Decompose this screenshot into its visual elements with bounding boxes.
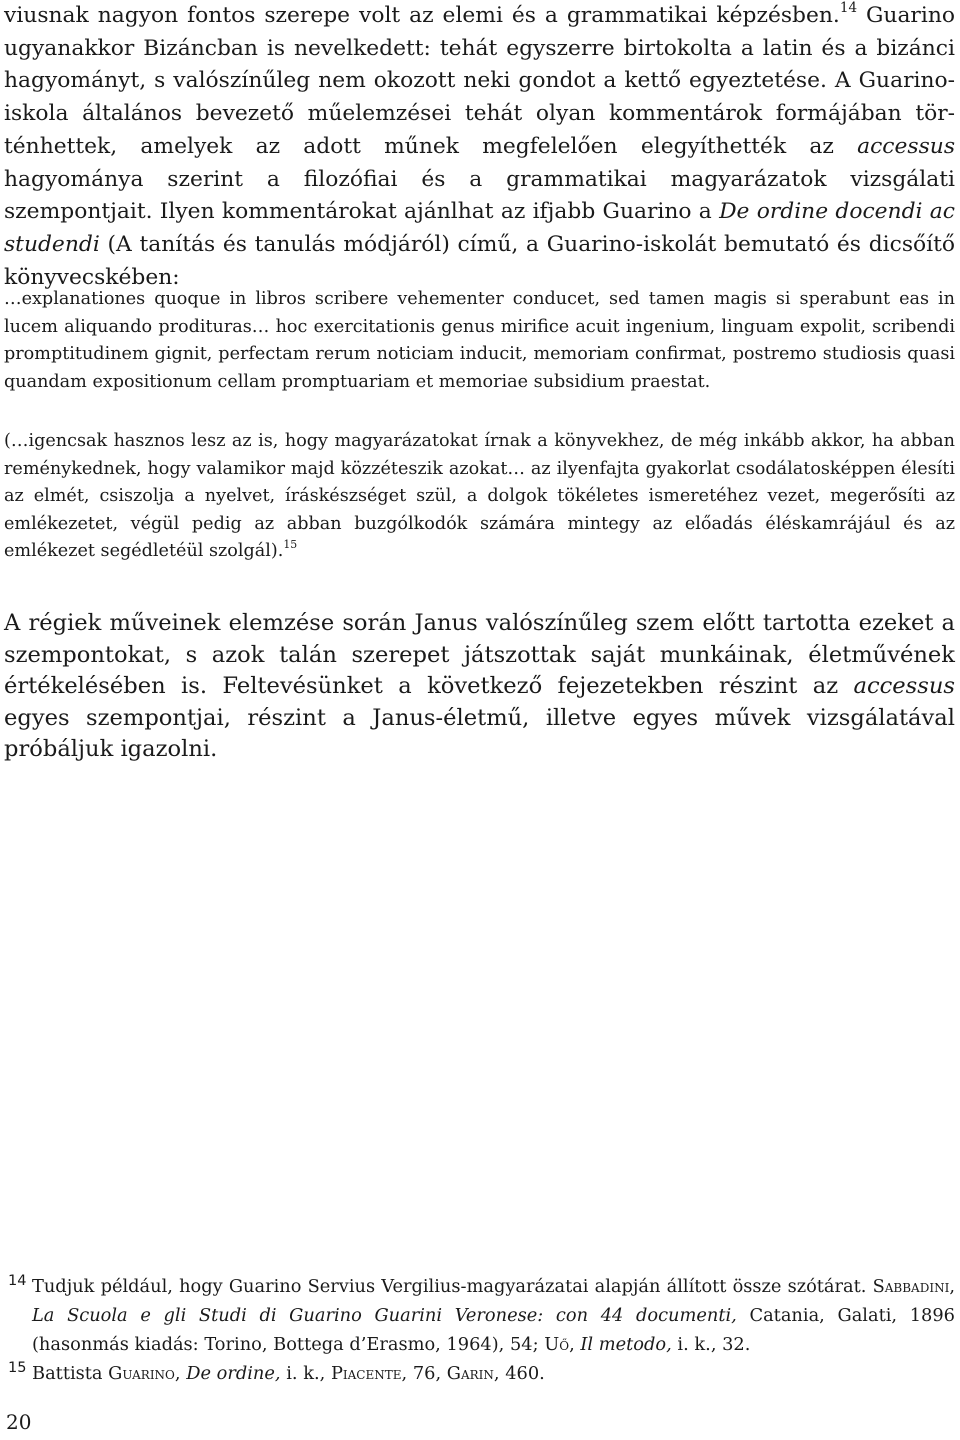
text-run: Tudjuk például, hogy Guarino Servius Vergilius-magyarázatai alapján állított össze szótárat. xyxy=(32,1276,873,1297)
italic-term: accessus xyxy=(853,673,955,699)
italic-title: La Scuola e gli Studi di Guarino Guarini Veronese: con 44 documenti, xyxy=(32,1305,737,1326)
translation-text xyxy=(4,428,955,566)
latin-quote-text: …explanationes quoque in libros scribere vehementer conducet, sed tamen magis si sperabunt eas in lucem aliquando prodituras… hoc exercitationis genus mirifice acuit ingenium, linguam expolit, scribendi promptitudinem gignit, perfectam rerum noticiam inducit, memoriam confirmat, postremo studiosis quasi quandam expositionum cellam promptuariam et memoriae subsidium praestat. xyxy=(4,289,955,392)
text-run: , xyxy=(174,1363,187,1384)
footnote-15 xyxy=(4,1359,955,1388)
paragraph-text xyxy=(4,608,955,766)
footnote-14 xyxy=(4,1272,955,1359)
italic-title: De ordine, xyxy=(186,1363,281,1384)
italic-title: Il metodo, xyxy=(580,1334,672,1355)
text-run: Catania, Galati, 1896 (hasonmás kiadás: Torino, Bottega d’Erasmo, 1964), 54; xyxy=(32,1305,955,1355)
text-run: viusnak nagyon fontos szerepe volt az elemi és a grammatikai képzésben. xyxy=(4,3,840,28)
footnote-ref-14[interactable]: 14 xyxy=(839,0,858,16)
text-run: , xyxy=(569,1334,581,1355)
footnote-ref-15[interactable]: 15 xyxy=(283,537,298,551)
text-run: egyes szempontjai, részint a Janus-életmű, illetve egyes művek vizsgálatával próbáljuk igazolni. xyxy=(4,704,955,762)
author-name: Uő xyxy=(544,1334,570,1355)
closing-paragraph xyxy=(4,608,955,766)
page-number: 20 xyxy=(6,1410,32,1434)
italic-title: De ordine docendi ac studendi xyxy=(4,199,955,257)
text-run: , 460. xyxy=(493,1363,545,1384)
text-run: , xyxy=(949,1276,955,1297)
body-paragraph xyxy=(4,0,955,294)
text-run: , 76, xyxy=(401,1363,447,1384)
text-run: hagyománya szerint a filozófiai és a grammatikai magyarázatok vizsgálati szempontjait. Ilyen kommentárokat ajánlhat az ifjabb Guarino a xyxy=(4,166,955,225)
footnote-number: 15 xyxy=(8,1360,27,1376)
italic-term: accessus xyxy=(857,133,955,159)
text-run: (A tanítás és tanulás módjáról) című, a Guarino-iskolát bemutató és dicsőítő könyvecskében: xyxy=(4,231,955,290)
text-run: Battista xyxy=(32,1363,109,1384)
paragraph-text xyxy=(4,0,955,294)
author-name: Guarino xyxy=(108,1363,175,1384)
footnote-number: 14 xyxy=(8,1273,27,1289)
latin-quotation xyxy=(4,286,955,396)
footnotes xyxy=(4,1272,955,1388)
text-run: Guarino ugyanakkor Bizáncban is nevelkedett: tehát egyszerre birtokolta a latin és a bizánci hagyományt, s valószínűleg nem okozott neki gondot a kettő egyeztetése. A Guarino-iskola általános bevezető műelemzései tehát olyan kommentárok formájában történhettek, amelyek az adott műnek megfelelően elegyíthették az xyxy=(4,3,955,159)
hungarian-translation xyxy=(4,428,955,566)
text-run: A régiek műveinek elemzése során Janus valószínűleg szem előtt tartotta ezeket a szempontokat, s azok talán szerepet játszottak saját munkáinak, életművének értékelésében is. Feltevésünket a következő fejezetekben részint az xyxy=(4,610,955,699)
author-name: Sabbadini xyxy=(872,1276,950,1297)
text-run: i. k., 32. xyxy=(671,1334,751,1355)
author-name: Garin xyxy=(446,1363,494,1384)
text-run: (…igencsak hasznos lesz az is, hogy magyarázatokat írnak a könyvekhez, de még inkább akkor, ha abban reménykednek, hogy valamikor majd közzéteszik azokat… az ilyenfajta gyakorlat csodálatosképpen élesíti az elmét, csiszolja a nyelvet, íráskészséget szül, a dolgok tökéletes ismeretéhez vezet, megerősíti az emlékezetet, végül pedig az abban buzgólkodók számára mintegy az előadás éléskamrájául és az emlékezet segédletéül szolgál). xyxy=(4,431,955,561)
author-name: Piacente xyxy=(330,1363,402,1384)
text-run: i. k., xyxy=(280,1363,331,1384)
